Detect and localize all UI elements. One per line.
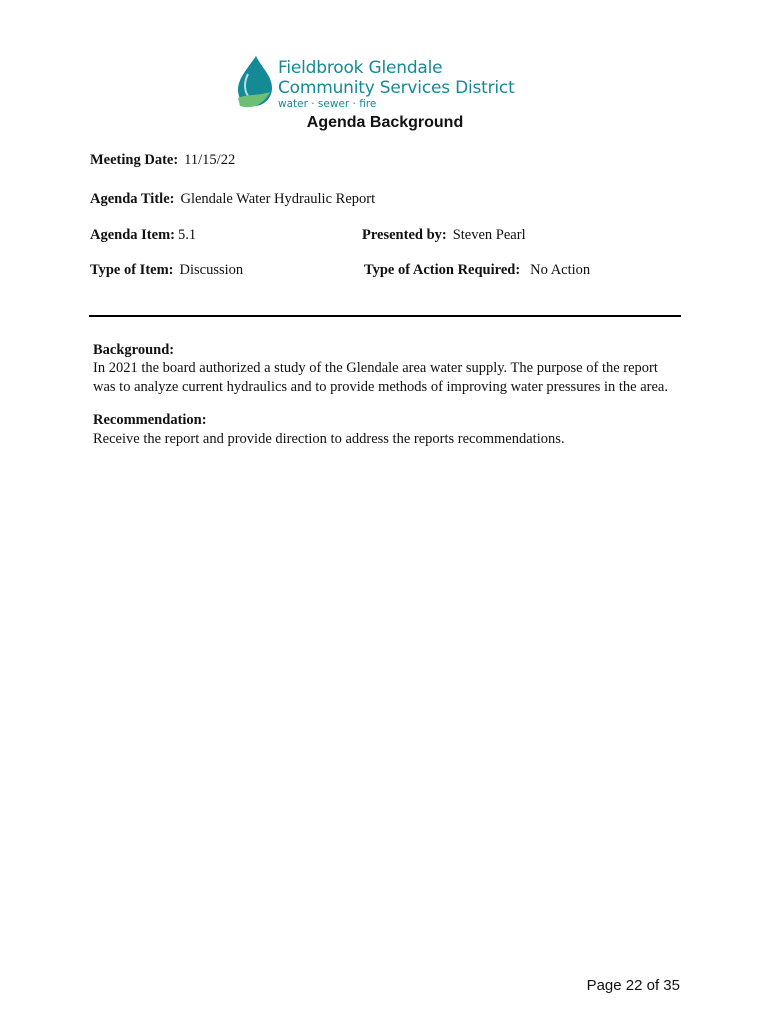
type-of-item-label: Type of Item:	[90, 262, 174, 278]
section-divider	[89, 315, 681, 317]
agenda-item-field	[90, 227, 196, 244]
page-number: Page 22 of 35	[586, 977, 680, 994]
recommendation-paragraph: Receive the report and provide direction to address the reports recommendations.	[93, 431, 565, 447]
presented-by-label: Presented by:	[362, 227, 447, 243]
water-drop-leaf-icon	[234, 54, 276, 112]
agenda-title-field	[90, 191, 375, 208]
presented-by-value: Steven Pearl	[452, 227, 526, 243]
document-title: Agenda Background	[306, 114, 464, 131]
action-required-label: Type of Action Required:	[364, 262, 521, 278]
action-required-value: No Action	[530, 262, 591, 278]
background-heading: Background:	[93, 342, 175, 358]
org-tagline: water · sewer · fire	[278, 98, 377, 110]
recommendation-heading: Recommendation:	[93, 412, 207, 428]
agenda-title-value: Glendale Water Hydraulic Report	[180, 191, 376, 207]
agenda-item-label: Agenda Item:	[90, 227, 175, 243]
background-line-1: In 2021 the board authorized a study of the Glendale area water supply. The purpose of the report	[93, 360, 658, 376]
org-name	[278, 58, 515, 111]
type-of-item-value: Discussion	[179, 262, 244, 278]
org-name-line2: Community Services District	[278, 78, 515, 98]
meeting-date-value: 11/15/22	[184, 152, 236, 168]
background-line-2: was to analyze current hydraulics and to provide methods of improving water pressures in the area.	[93, 379, 668, 395]
background-paragraph	[93, 359, 703, 397]
presented-by-field	[362, 227, 526, 244]
org-name-line1: Fieldbrook Glendale	[278, 58, 443, 78]
agenda-title-label: Agenda Title:	[90, 191, 175, 207]
district-logo	[234, 54, 524, 114]
meeting-date-field	[90, 152, 235, 169]
meeting-date-label: Meeting Date:	[90, 152, 179, 168]
agenda-item-value: 5.1	[177, 227, 197, 243]
type-of-item-field	[90, 262, 243, 279]
action-required-field	[364, 262, 590, 279]
